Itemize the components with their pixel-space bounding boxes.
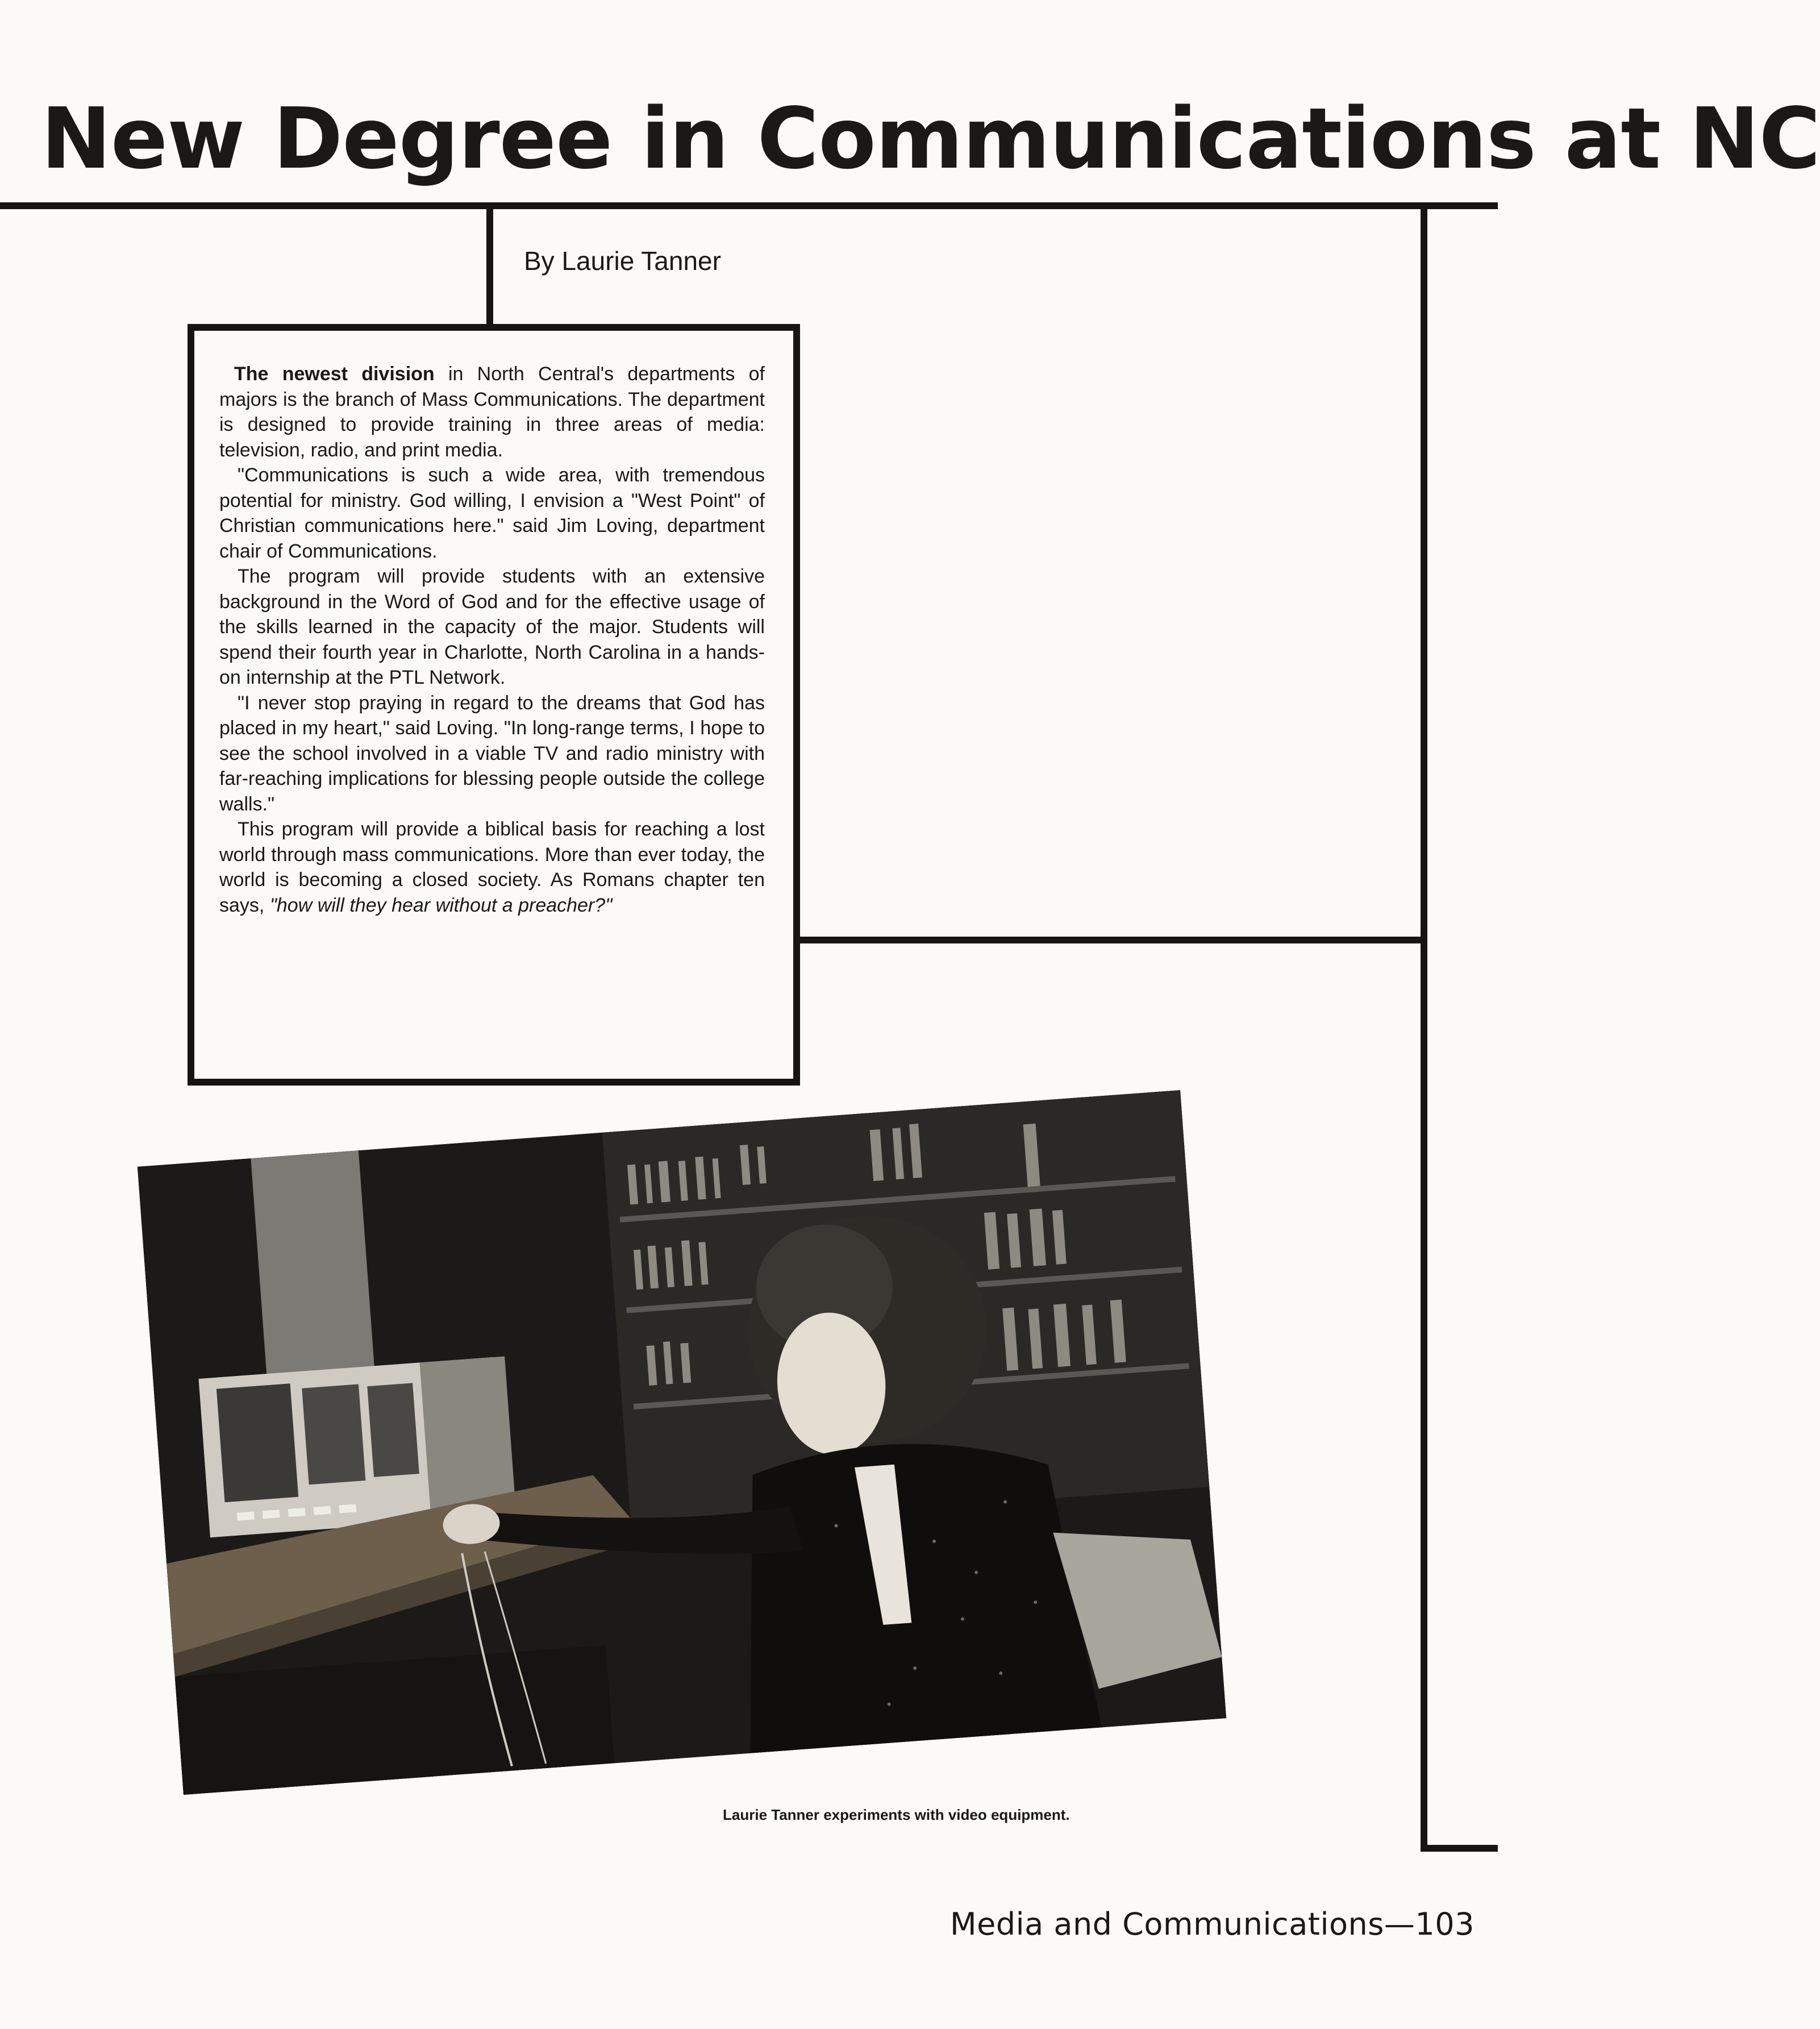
headline: New Degree in Communications at NC xyxy=(41,90,1820,188)
article-lead-in: The newest division xyxy=(234,363,435,385)
article-paragraph-3: The program will provide students with an extensive background in the Word of God and for the effective usage of the skills learned in the capacity of the major. Students will spend their fourth year in Charlotte, North Carolina in a hands-on internship at the PTL Network. xyxy=(219,566,765,688)
article-paragraph-1 xyxy=(219,361,765,463)
photo-video-equipment xyxy=(138,1090,1226,1795)
rule-under-headline xyxy=(0,202,1498,209)
article-closing-quote: "how will they hear without a preacher?" xyxy=(269,894,613,916)
article-paragraph-5 xyxy=(219,817,765,918)
article-paragraph-2: "Communications is such a wide area, with tremendous potential for ministry. God willing, I envision a "West Point" of Christian communications here." said Jim Loving, department chair of Communications. xyxy=(219,464,765,562)
rule-byline-left xyxy=(486,202,493,325)
article-paragraph-1-text: in North Central's departments of majors is the branch of Mass Communications. The department is designed to provide training in three areas of media: television, radio, and print media. xyxy=(219,363,765,461)
rule-right-frame xyxy=(1421,202,1427,1852)
article-paragraph-4: "I never stop praying in regard to the dreams that God has placed in my heart," said Loving. "In long-range terms, I hope to see the school involved in a viable TV and radio ministry with far-reaching implications for blessing people outside the college walls." xyxy=(219,692,765,815)
photo-caption: Laurie Tanner experiments with video equipment. xyxy=(723,1806,1070,1823)
byline: By Laurie Tanner xyxy=(524,246,721,276)
rule-bottom-right xyxy=(1421,1845,1498,1852)
rule-middle xyxy=(796,937,1427,943)
article-paragraph-5-text: This program will provide a biblical basis for reaching a lost world through mass communications. More than ever today, the world is becoming a closed society. As Romans chapter ten says, xyxy=(219,818,765,916)
page-footer: Media and Communications—103 xyxy=(950,1906,1475,1942)
article-box xyxy=(188,324,800,1086)
